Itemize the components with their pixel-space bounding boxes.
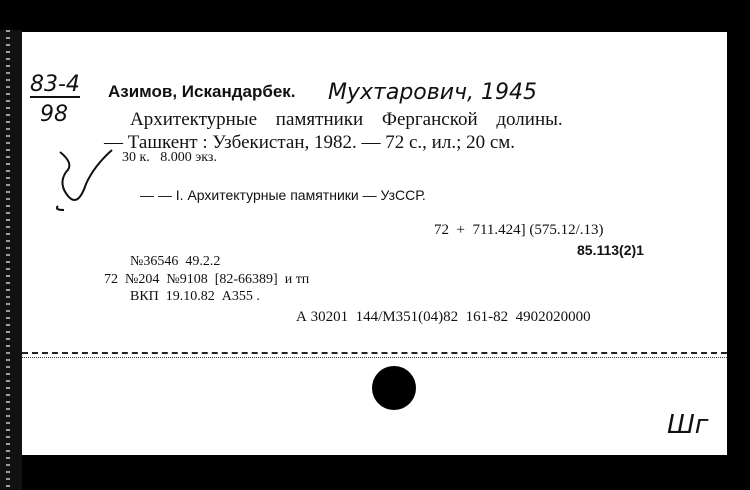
left-scan-edge (0, 30, 22, 490)
subject-heading: — — I. Архитектурные памятники — УзССР. (140, 187, 426, 203)
accession-line-3: ВКП 19.10.82 А355 . (130, 289, 260, 304)
perforation-line (22, 352, 727, 354)
shelf-mark-bottom: 98 (40, 102, 68, 127)
handwritten-bottom: Шг (667, 410, 709, 440)
perforation-line-2 (22, 357, 727, 358)
author-handwritten: Мухтарович, 1945 (328, 80, 537, 105)
handwritten-scribble-icon (50, 144, 120, 214)
title-line-1: Архитектурные памятники Ферганской долины. (130, 109, 563, 130)
title-line-2: — Ташкент : Узбекистан, 1982. — 72 с., ил.; 20 см. (104, 132, 516, 153)
right-scan-edge (727, 0, 750, 490)
classification-udc: 72 + 711.424] (575.12/.13) (434, 222, 604, 238)
accession-line-2: 72 №204 №9108 [82-66389] и тп (104, 272, 310, 287)
author-name: Азимов, Искандарбек. (108, 82, 296, 101)
price-print-run: 30 к. 8.000 экз. (122, 150, 217, 165)
shelf-mark-top: 83-4 (30, 72, 80, 97)
classification-bbk: 85.113(2)1 (577, 242, 644, 258)
print-code-line: А 30201 144/М351(04)82 161-82 4902020000 (296, 309, 591, 325)
accession-line-1: №36546 49.2.2 (130, 254, 221, 269)
punch-hole-icon (372, 366, 416, 410)
bottom-scan-edge (22, 455, 727, 490)
